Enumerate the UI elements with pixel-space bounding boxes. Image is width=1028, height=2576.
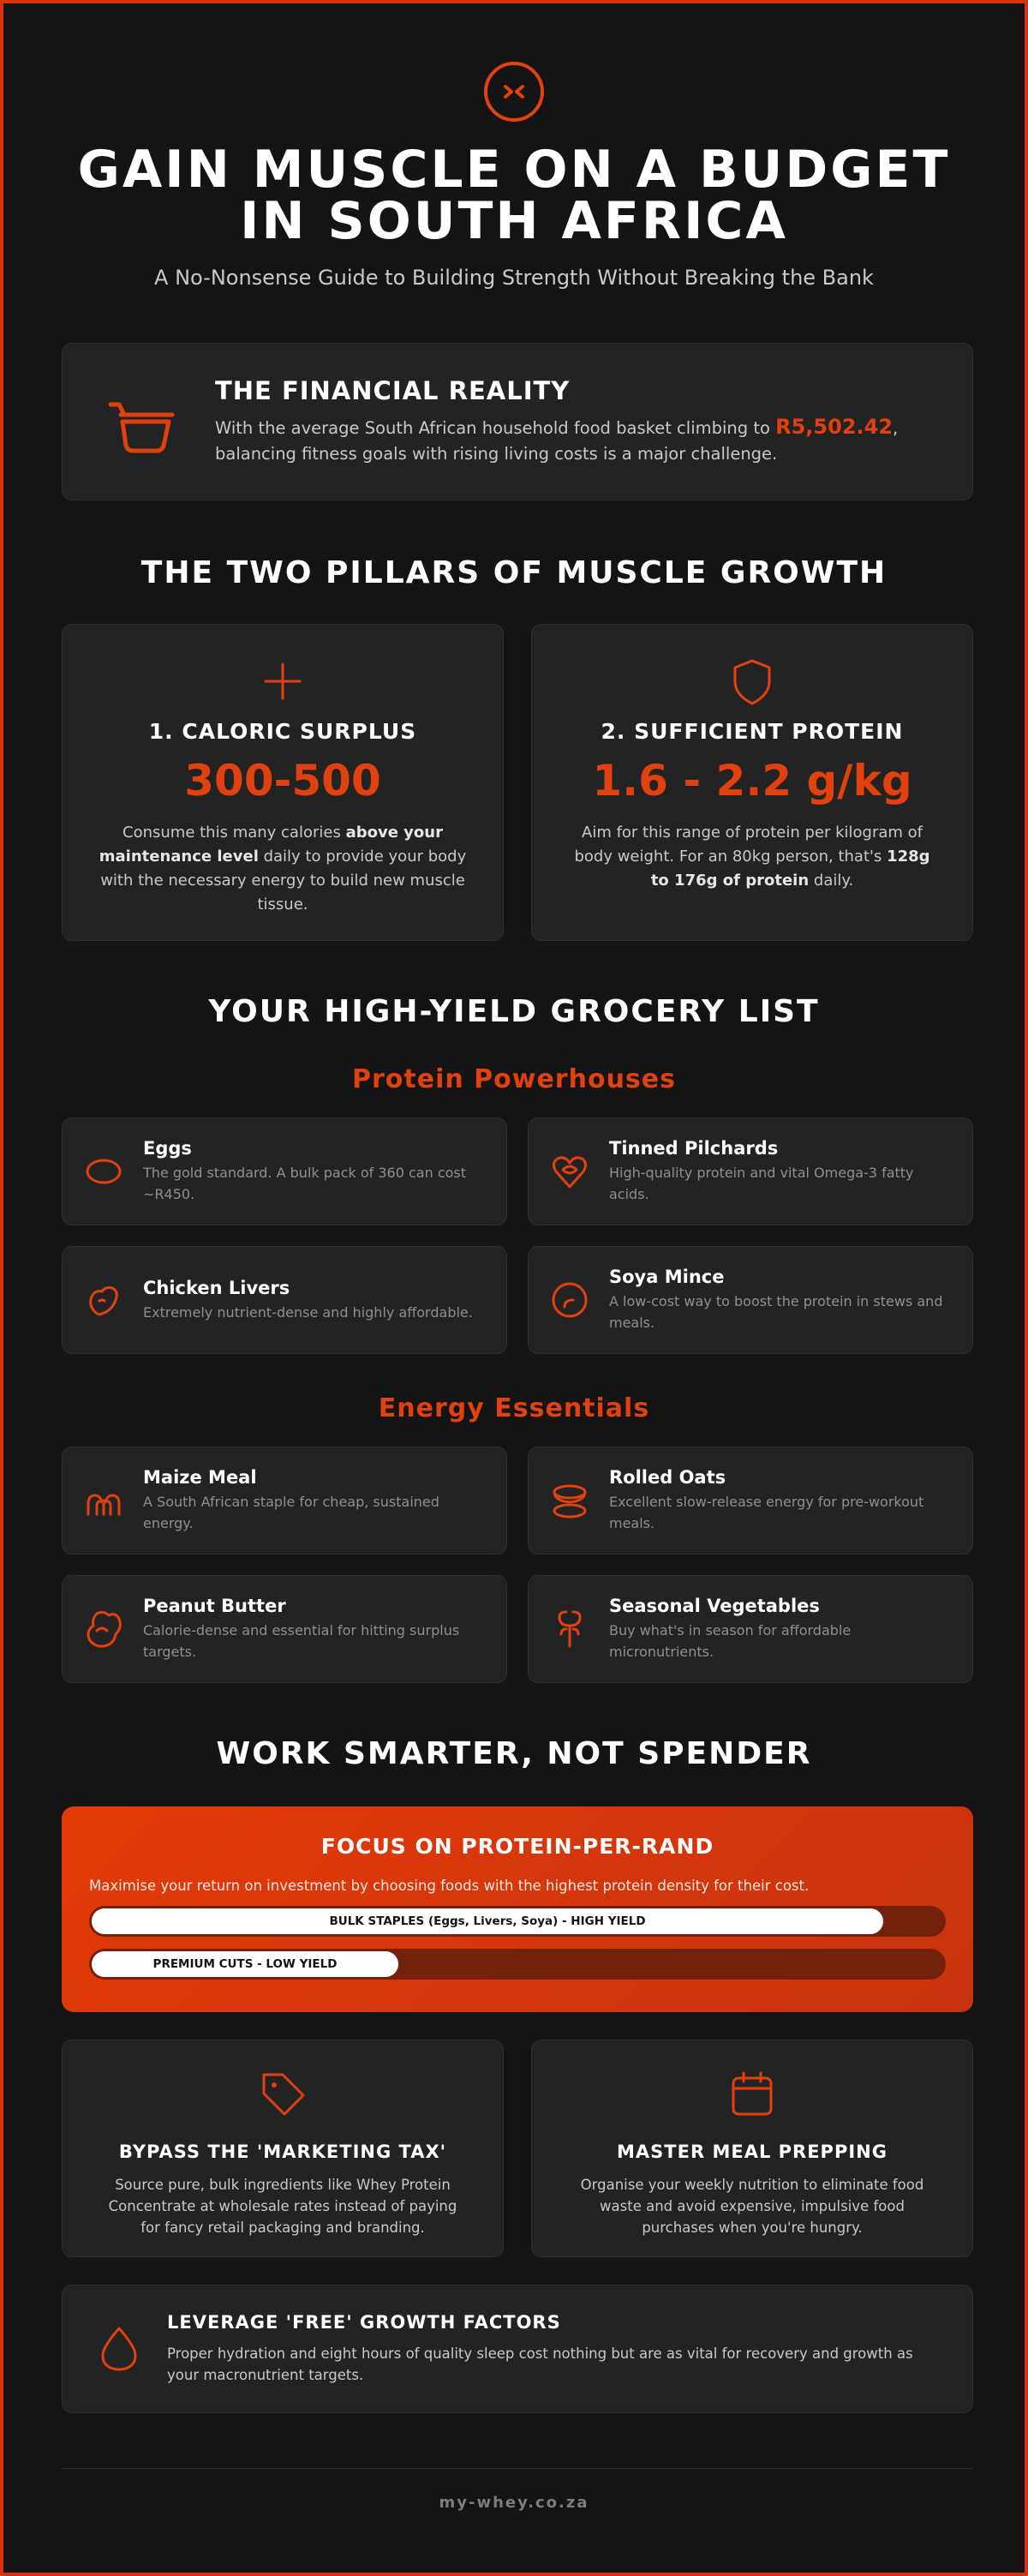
food-card-eggs [62,1117,507,1225]
sprout-icon [549,1609,590,1650]
page-title [3,140,1025,251]
growth-title: LEVERAGE 'FREE' GROWTH FACTORS [167,2312,561,2333]
food-card-soya-mince [528,1246,973,1354]
header [3,3,1025,290]
tip-body: Source pure, bulk ingredients like Whey Protein Concentrate at wholesale rates instead of paying for fancy retail packaging and branding. [108,2177,457,2236]
protein-per-rand-panel [62,1806,973,2012]
financial-reality-card [62,343,973,500]
peanut-icon [83,1609,124,1650]
food-desc: Excellent slow-release energy for pre-workout meals. [609,1494,924,1531]
egg-icon [83,1151,124,1192]
pillar-value: 1.6 - 2.2 g/kg [592,756,912,806]
growth-body: Proper hydration and eight hours of quality sleep cost nothing but are as vital for recovery and growth as your macronutrient targets. [167,2345,913,2383]
food-name: Seasonal Vegetables [609,1596,820,1616]
food-card-seasonal-vegetables [528,1575,973,1683]
shield-icon [726,656,778,707]
free-growth-card [62,2285,973,2413]
pillar-sufficient-protein [531,624,973,941]
price-tag-icon [257,2068,308,2119]
financial-body: With the average South African household food basket climbing to R5,502.42, balancing fitness goals with rising living costs is a major challenge. [215,415,899,464]
water-drop-icon [95,2325,143,2373]
yield-bar-high [89,1906,946,1937]
calendar-icon [726,2068,778,2119]
tip-meal-prepping [531,2040,973,2257]
smarter-heading: WORK SMARTER, NOT SPENDER [216,1736,812,1771]
footer-divider [62,2468,973,2469]
code-arrows-icon [484,62,544,122]
food-card-rolled-oats [528,1447,973,1555]
tip-body: Organise your weekly nutrition to eliminate food waste and avoid expensive, impulsive food purchases when you're hungry. [580,2177,924,2236]
food-name: Peanut Butter [143,1596,286,1616]
yield-bar-fill: BULK STAPLES (Eggs, Livers, Soya) - HIGH YIELD [92,1908,883,1934]
food-desc: The gold standard. A bulk pack of 360 can cost ~R450. [143,1165,467,1202]
yield-bar-low [89,1949,946,1980]
bowl-icon [549,1480,590,1521]
footer-site-link[interactable]: my-whey.co.za [439,2494,589,2512]
fish-icon [549,1151,590,1192]
food-card-chicken-livers [62,1246,507,1354]
pillars-heading: THE TWO PILLARS OF MUSCLE GROWTH [140,555,888,590]
food-desc: High-quality protein and vital Omega-3 fatty acids. [609,1165,914,1202]
food-desc: A South African staple for cheap, sustained energy. [143,1494,439,1531]
pillar-title: 2. SUFFICIENT PROTEIN [601,719,904,744]
tip-title: MASTER MEAL PREPPING [617,2142,888,2162]
food-desc: A low-cost way to boost the protein in stews and meals. [609,1293,943,1331]
page-subtitle: A No-Nonsense Guide to Building Strength Without Breaking the Bank [154,266,874,290]
bean-icon [549,1279,590,1321]
financial-title: THE FINANCIAL REALITY [215,376,571,405]
energy-subheading: Energy Essentials [378,1393,650,1423]
food-card-peanut-butter [62,1575,507,1683]
pillar-body: Aim for this range of protein per kilogram of body weight. For an 80kg person, that's 128g to 176g of protein daily. [574,824,930,890]
food-card-maize-meal [62,1447,507,1555]
food-desc: Extremely nutrient-dense and highly affordable. [143,1303,473,1321]
focus-body: Maximise your return on investment by choosing foods with the highest protein density for their cost. [89,1878,810,1894]
wheat-icon [83,1480,124,1521]
plus-icon [257,656,308,707]
food-name: Maize Meal [143,1467,257,1488]
title-line-2: IN SOUTH AFRICA [240,191,788,251]
pillar-title: 1. CALORIC SURPLUS [148,719,417,744]
liver-icon [83,1279,124,1321]
food-name: Chicken Livers [143,1277,290,1298]
tip-title: BYPASS THE 'MARKETING TAX' [118,2142,447,2162]
pillar-body: Consume this many calories above your maintenance level daily to provide your body with the necessary energy to build new muscle tissue. [99,824,467,914]
food-desc: Calorie-dense and essential for hitting surplus targets. [143,1622,460,1660]
yield-bar-fill: PREMIUM CUTS - LOW YIELD [92,1951,398,1977]
food-name: Eggs [143,1138,192,1159]
food-name: Soya Mince [609,1267,725,1287]
focus-title: FOCUS ON PROTEIN-PER-RAND [320,1834,714,1859]
food-card-tinned-pilchards [528,1117,973,1225]
food-desc: Buy what's in season for affordable micronutrients. [609,1622,852,1660]
food-basket-amount: R5,502.42 [775,415,894,439]
grocery-heading: YOUR HIGH-YIELD GROCERY LIST [208,994,820,1029]
food-name: Tinned Pilchards [609,1138,779,1159]
food-name: Rolled Oats [609,1467,726,1488]
basket-icon [100,379,186,464]
protein-subheading: Protein Powerhouses [351,1064,676,1094]
tip-marketing-tax [62,2040,504,2257]
pillar-value: 300-500 [184,756,381,806]
pillar-caloric-surplus [62,624,504,941]
title-line-1: GAIN MUSCLE ON A BUDGET [77,140,951,200]
